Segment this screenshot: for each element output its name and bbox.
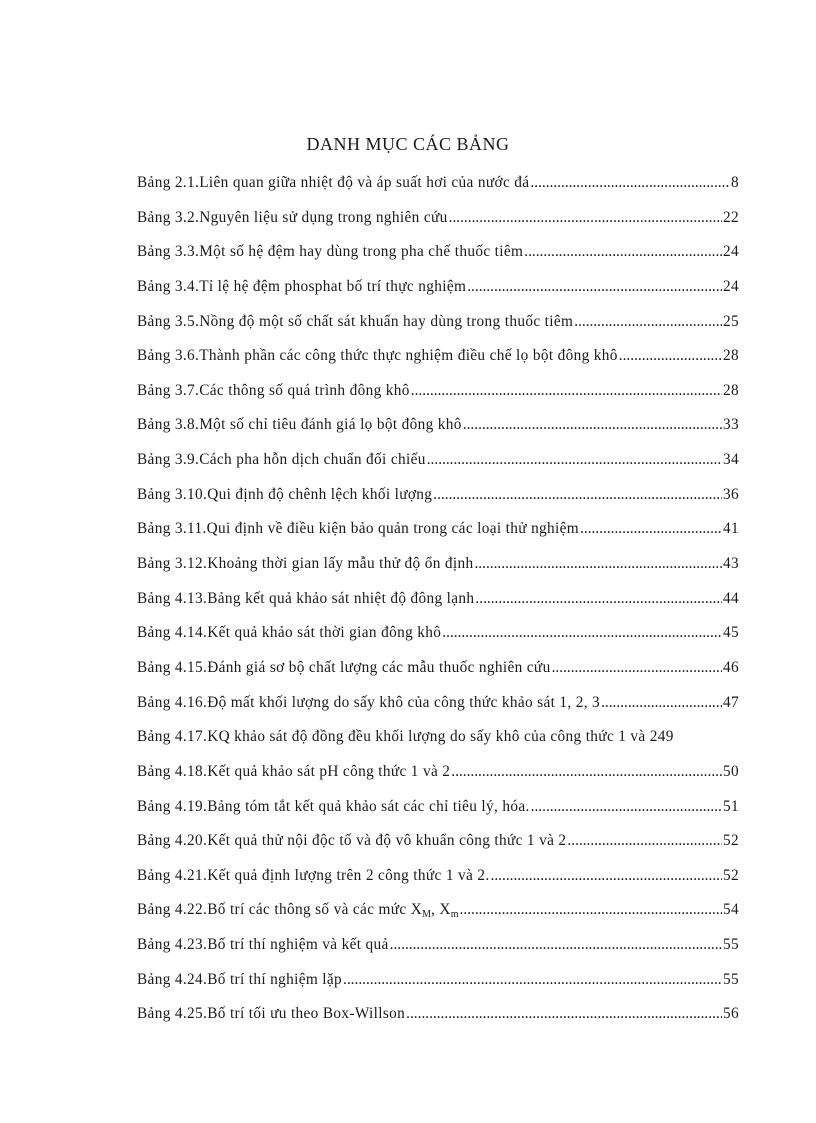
toc-page-number: 34: [723, 451, 739, 469]
dot-leader: [552, 658, 722, 678]
toc-label: Bảng 3.12.: [137, 555, 208, 573]
dot-leader: [601, 693, 722, 713]
dot-leader: [474, 554, 722, 574]
toc-page-number: 43: [723, 555, 739, 573]
toc-entry-3-10[interactable]: [137, 482, 739, 517]
toc-label: Bảng 4.13.: [137, 589, 208, 607]
toc-entry-3-11[interactable]: [137, 516, 739, 551]
dot-leader: [475, 589, 722, 609]
dot-leader: [524, 242, 722, 262]
toc-label: Bảng 4.25.: [137, 1005, 208, 1023]
toc-label: Bảng 3.10.: [137, 485, 208, 503]
toc-page-number: 28: [723, 347, 739, 365]
toc-page-number: 25: [723, 312, 739, 330]
toc-page-number: 55: [723, 970, 739, 988]
toc-page-number: 54: [723, 901, 739, 919]
toc-entry-3-6[interactable]: [137, 343, 739, 378]
toc-label: Bảng 4.22.: [137, 901, 208, 919]
toc-label: Bảng 3.4.: [137, 277, 200, 295]
dot-leader: [390, 935, 722, 955]
toc-title-text-mid: , X: [431, 901, 451, 919]
toc-entry-4-20[interactable]: [137, 828, 739, 863]
toc-label: Bảng 4.14.: [137, 624, 208, 642]
toc-entry-4-18[interactable]: [137, 759, 739, 794]
toc-page-number: 24: [723, 277, 739, 295]
toc-label: Bảng 4.23.: [137, 936, 208, 954]
toc-title: Qui định về điều kiện bảo quản trong các loại thử nghiệm: [206, 520, 580, 538]
toc-label: Bảng 3.9.: [137, 451, 200, 469]
toc-entry-3-2[interactable]: [137, 205, 739, 240]
dot-leader: [574, 312, 722, 332]
toc-page-number: 46: [723, 658, 739, 676]
toc-title: [207, 900, 458, 925]
toc-page-number: 28: [723, 381, 739, 399]
toc-title: Kết quả thử nội độc tố và độ vô khuẩn công thức 1 và 2: [207, 832, 567, 850]
toc-page-number: 8: [731, 174, 739, 191]
toc-title: Thành phần các công thức thực nghiệm điều chế lọ bột đông khô: [199, 347, 618, 365]
toc-title: Các thông số quá trình đông khô: [199, 381, 410, 399]
toc-page-number: 33: [723, 416, 739, 434]
toc-label: Bảng 4.16.: [137, 693, 208, 711]
toc-label: Bảng 3.11.: [137, 520, 207, 538]
toc-title-text: Bố trí các thông số và các mức X: [207, 901, 423, 919]
toc-title: Cách pha hỗn dịch chuẩn đối chiếu: [199, 451, 426, 469]
toc-title: Kết quả khảo sát thời gian đông khô: [207, 624, 442, 642]
toc-entry-3-9[interactable]: [137, 447, 739, 482]
toc-title: Nồng độ một số chất sát khuẩn hay dùng trong thuốc tiêm: [199, 312, 574, 330]
toc-label: Bảng 4.15.: [137, 658, 208, 676]
toc-entry-3-8[interactable]: [137, 412, 739, 447]
toc-entry-3-7[interactable]: [137, 378, 739, 413]
dot-leader: [343, 970, 722, 990]
toc-entry-4-16[interactable]: [137, 690, 739, 725]
toc-entry-4-13[interactable]: [137, 586, 739, 621]
dot-leader: [433, 485, 722, 505]
toc-label: Bảng 3.8.: [137, 416, 200, 434]
toc-label: Bảng 3.6.: [137, 347, 200, 365]
toc-title: Nguyên liệu sử dụng trong nghiên cứu: [199, 208, 448, 226]
toc-title: Độ mất khối lượng do sấy khô của công thức khảo sát 1, 2, 3: [207, 693, 601, 711]
toc-label: Bảng 2.1.: [137, 174, 200, 191]
toc-title: Một số hệ đệm hay dùng trong pha chế thuốc tiêm: [199, 243, 524, 261]
dot-leader: [449, 208, 722, 228]
toc-page-number: 52: [723, 866, 739, 884]
dot-leader: [467, 277, 722, 297]
toc-title: Liên quan giữa nhiệt độ và áp suất hơi của nước đá: [199, 174, 530, 191]
dot-leader: [460, 900, 722, 920]
toc-label: Bảng 3.2.: [137, 208, 200, 226]
toc-entry-3-12[interactable]: [137, 551, 739, 586]
toc-page-number: 56: [723, 1005, 739, 1023]
toc-label: Bảng 3.3.: [137, 243, 200, 261]
toc-title: Bố trí thí nghiệm và kết quả: [207, 936, 389, 954]
toc-label: Bảng 4.19.: [137, 797, 208, 815]
dot-leader: [463, 415, 722, 435]
toc-title: Qui định độ chênh lệch khối lượng: [207, 485, 433, 503]
toc-page-number: 47: [723, 693, 739, 711]
toc-page-number: 36: [723, 485, 739, 503]
toc-entry-4-24[interactable]: [137, 967, 739, 1002]
toc-entry-4-23[interactable]: [137, 932, 739, 967]
dot-leader: [580, 519, 722, 539]
toc-page-number: 55: [723, 936, 739, 954]
toc-label: Bảng 4.21.: [137, 866, 208, 884]
dot-leader: [567, 831, 722, 851]
subscript: M: [422, 909, 432, 921]
toc-title: Kết quả định lượng trên 2 công thức 1 và 2.: [207, 866, 490, 884]
toc-title: Bố trí tối ưu theo Box-Willson: [207, 1005, 406, 1023]
toc-title: Một số chỉ tiêu đánh giá lọ bột đông khô: [199, 416, 462, 434]
toc-page-number: 51: [723, 797, 739, 815]
dot-leader: [451, 762, 722, 782]
toc-title: Kết quả khảo sát pH công thức 1 và 2: [207, 762, 451, 780]
toc-label: Bảng 4.24.: [137, 970, 208, 988]
toc-entry-3-4[interactable]: [137, 274, 739, 309]
toc-entry-4-14[interactable]: [137, 620, 739, 655]
toc-title: Bảng kết quả khảo sát nhiệt độ đông lạnh: [207, 589, 475, 607]
toc-page-number: 45: [723, 624, 739, 642]
dot-leader: [619, 346, 722, 366]
dot-leader: [491, 866, 722, 886]
page-title: DANH MỤC CÁC BẢNG: [306, 134, 510, 154]
toc-page-number: 41: [723, 520, 739, 538]
toc-entry-4-17[interactable]: [137, 724, 777, 759]
toc-page-number: 44: [723, 589, 739, 607]
toc-title: Tỉ lệ hệ đệm phosphat bố trí thực nghiệm: [199, 277, 467, 295]
dot-leader: [411, 381, 722, 401]
toc-page-number: 49: [657, 728, 674, 746]
dot-leader: [406, 1004, 722, 1024]
subscript: m: [450, 909, 459, 921]
dot-leader: [427, 450, 722, 470]
toc-label: Bảng 3.7.: [137, 381, 200, 399]
toc-label: Bảng 4.20.: [137, 832, 208, 850]
toc-entry-4-19[interactable]: [137, 794, 739, 829]
toc-title: Bảng tóm tắt kết quả khảo sát các chỉ tiêu lý, hóa.: [207, 797, 530, 815]
toc-title: Bố trí thí nghiệm lặp: [207, 970, 343, 988]
toc-entry-3-5[interactable]: [137, 309, 739, 344]
toc-page-number: 50: [723, 762, 739, 780]
toc-title: Đánh giá sơ bộ chất lượng các mẫu thuốc nghiên cứu: [207, 658, 551, 676]
dot-leader: [530, 173, 730, 193]
toc-page-number: 52: [723, 832, 739, 850]
toc-entry-2-1[interactable]: [137, 170, 739, 205]
toc-entry-4-21[interactable]: [137, 863, 739, 898]
toc-entry-3-3[interactable]: [137, 239, 739, 274]
toc-entry-4-15[interactable]: [137, 655, 739, 690]
toc-title: KQ khảo sát độ đồng đều khối lượng do sấy khô của công thức 1 và 2: [207, 728, 658, 746]
toc-entry-4-25[interactable]: [137, 1001, 739, 1036]
toc-label: Bảng 3.5.: [137, 312, 200, 330]
toc-label: Bảng 4.18.: [137, 762, 208, 780]
toc-page-number: 22: [723, 208, 739, 226]
dot-leader: [531, 797, 722, 817]
toc-label: Bảng 4.17.: [137, 728, 208, 746]
toc-entry-4-22[interactable]: [137, 897, 739, 932]
table-of-contents: [137, 170, 739, 1036]
dot-leader: [442, 623, 722, 643]
toc-page-number: 24: [723, 243, 739, 261]
toc-title: Khoảng thời gian lấy mẫu thử độ ổn định: [207, 555, 474, 573]
